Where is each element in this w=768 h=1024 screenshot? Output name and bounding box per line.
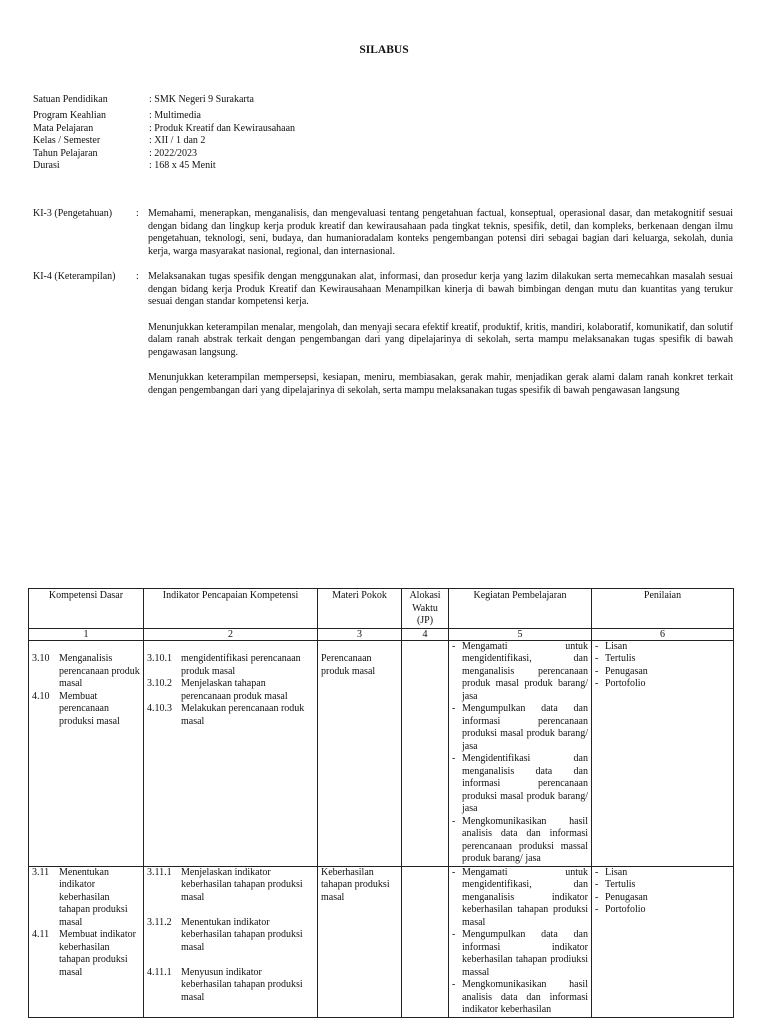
kd-item [32, 867, 140, 930]
list-item: - Tertulis [595, 879, 636, 890]
kegiatan-text: Mengkomunikasikan hasil analisis data dan informasi indikator keberhasilan [462, 979, 588, 1015]
penilaian-cell [592, 640, 734, 866]
indicator-text: Menjelaskan tahapan perencanaan produk masal [181, 678, 288, 702]
penilaian-text: Penugasan [605, 665, 648, 677]
penilaian-text: Portofolio [605, 904, 646, 915]
kd-item [32, 653, 140, 691]
ki3-text: Memahami, menerapkan, menganalisis, dan mengevaluasi tentang pengetahuan factual, konseptual, operasional dasar, dan metakognitif sesuai dengan bidang dan lingkup kerja produk kreatif dan kewirausahaan pada tingkat teknis, spesifik, detil, dan kompleks, berkenaan dengan ilmu pengetahuan, teknologi, seni, budaya, dan humanioradalam konteks pengembangan potensi diri sebagai bagian dari keluarga, sekolah, dunia kerja, warga masyarakat nasional, regional, dan internasional. [148, 208, 733, 257]
kd-number: 4.10 [32, 690, 50, 702]
list-item: - Portofolio [595, 678, 646, 689]
list-item: - Mengamati untuk mengidentifikasi, dan menganalisis perencanaan produk masal produk barang/ jasa [452, 640, 588, 702]
kd-item [32, 929, 140, 979]
penilaian-text: Penugasan [605, 891, 648, 903]
indicator-text: Menyusun indikator keberhasilan tahapan produksi masal [181, 966, 303, 1003]
identity-label: Program Keahlian [33, 110, 107, 121]
kd-text: Membuat perencanaan produksi masal [59, 690, 120, 727]
penilaian-text: Tertulis [605, 879, 636, 890]
indicator-number: 3.10.1 [147, 653, 172, 664]
identity-label: Durasi [33, 160, 60, 171]
penilaian-text: Tertulis [605, 653, 636, 664]
column-number: 5 [449, 628, 592, 640]
identity-value: : SMK Negeri 9 Surakarta [149, 94, 254, 105]
ki4-colon: : [136, 271, 139, 282]
kegiatan-text: Mengamati untuk mengidentifikasi, dan menganalisis indikator keberhasilan tahapan produksi masal [462, 866, 588, 928]
kd-item [32, 691, 140, 729]
identity-label: Kelas / Semester [33, 135, 101, 146]
identity-value: : XII / 1 dan 2 [149, 135, 206, 146]
identity-label: Tahun Pelajaran [33, 147, 98, 159]
column-number: 6 [592, 628, 734, 640]
identity-row [33, 123, 433, 136]
indicator-text: Menentukan indikator keberhasilan tahapan produksi masal [181, 916, 303, 953]
indicator-text: Melakukan perencanaan roduk masal [181, 703, 305, 727]
indicator-text: Menjelaskan indikator keberhasilan tahapan produksi masal [181, 866, 303, 903]
column-number: 1 [29, 628, 144, 640]
materi-text: Perencanaan produk masal [321, 653, 376, 677]
identity-row [33, 148, 433, 161]
identity-label: Satuan Pendidikan [33, 94, 108, 105]
identity-row [33, 160, 433, 173]
header-penilaian: Penilaian [592, 589, 734, 629]
kegiatan-text: Mengamati untuk mengidentifikasi, dan menganalisis perencanaan produk masal produk barang/ jasa [462, 640, 588, 702]
indicator-text: mengidentifikasi perencanaan produk masal [181, 653, 301, 677]
penilaian-text: Lisan [605, 640, 628, 652]
list-item: - Tertulis [595, 653, 636, 664]
kd-number: 4.11 [32, 929, 50, 940]
ki4-section [33, 271, 733, 410]
indicator-number: 3.10.2 [147, 678, 172, 689]
kegiatan-text: Mengumpulkan data dan informasi indikator keberhasilan tahapan prodiuksi massal [462, 929, 588, 978]
table-row [29, 640, 734, 866]
indicator-item [147, 917, 314, 955]
syllabus-table [28, 588, 734, 1018]
column-number: 3 [318, 628, 402, 640]
kd-text: Menganalisis perencanaan produk masal [59, 653, 140, 689]
list-item: - Mengamati untuk mengidentifikasi, dan menganalisis indikator keberhasilan tahapan produksi masal [452, 866, 588, 928]
column-number: 4 [402, 628, 449, 640]
indicator-number: 3.11.1 [147, 866, 172, 878]
identity-block [33, 94, 433, 173]
list-item: - Mengumpulkan data dan informasi perencanaan produksi masal produk barang/ jasa [452, 703, 588, 752]
ki4-paragraph: Menunjukkan keterampilan mempersepsi, kesiapan, meniru, membiasakan, gerak mahir, menjadikan gerak alami dalam ranah konkret terkait dengan pengembangan dari yang dipelajarinya di sekolah, serta mampu melaksanakan tugas spesifik di bawah pengawasan langsung [148, 372, 733, 396]
list-item: - Penugasan [595, 891, 648, 903]
list-item: - Mengkomunikasikan hasil analisis data dan informasi indikator keberhasilan [452, 979, 588, 1015]
identity-value: : 168 x 45 Menit [149, 160, 216, 171]
identity-label: Mata Pelajaran [33, 122, 94, 134]
header-materi-pokok: Materi Pokok [318, 589, 402, 629]
document-title: SILABUS [359, 44, 409, 56]
identity-row [33, 94, 433, 107]
column-number: 2 [144, 628, 318, 640]
kegiatan-cell [449, 640, 592, 866]
list-item: - Penugasan [595, 665, 648, 677]
indicator-cell [144, 866, 318, 1017]
ki3-colon: : [136, 208, 139, 219]
indicator-item [147, 653, 314, 678]
ki4-paragraph: Melaksanakan tugas spesifik dengan menggunakan alat, informasi, dan prosedur kerja yang lazim dilakukan serta memecahkan masalah sesuai dengan bidang kerja Produk Kreatif dan Kewirausahaan Menampilkan kinerja di bawah bimbingan dengan mutu dan kuantitas yang terukur sesuai dengan standar kompetensi kerja. [148, 271, 733, 307]
kd-text: Menentukan indikator keberhasilan tahapan produksi masal [59, 866, 128, 928]
ki3-section [33, 208, 733, 271]
ki4-label: KI-4 (Keterampilan) [33, 271, 116, 282]
identity-value: : 2022/2023 [149, 147, 198, 159]
identity-row [33, 135, 433, 148]
indicator-item [147, 967, 314, 1005]
kegiatan-text: Mengumpulkan data dan informasi perencanaan produksi masal produk barang/ jasa [462, 703, 588, 752]
identity-value: : Multimedia [149, 110, 201, 121]
indicator-number: 4.10.3 [147, 703, 172, 714]
alokasi-cell [402, 866, 449, 1017]
kd-number: 3.11 [32, 866, 50, 878]
kegiatan-text: Mengidentifikasi dan menganalisis data dan informasi perencanaan produksi masal produk barang/ jasa [462, 753, 588, 814]
list-item: - Lisan [595, 640, 628, 652]
penilaian-text: Portofolio [605, 678, 646, 689]
materi-cell [318, 866, 402, 1017]
identity-row [33, 110, 433, 123]
table-header-row [29, 589, 734, 629]
kd-text: Membuat indikator keberhasilan tahapan produksi masal [59, 929, 136, 978]
list-item: - Portofolio [595, 904, 646, 915]
ki3-label: KI-3 (Pengetahuan) [33, 208, 113, 219]
ki4-paragraph: Menunjukkan keterampilan menalar, mengolah, dan menyaji secara efektif kreatif, produktif, kritis, mandiri, kolaboratif, komunikatif, dan solutif dalam ranah abstrak terkait dengan pengembangan dari yang dipelajarinya di sekolah, serta mampu melaksanakan tugas spesifik di bawah pengawasan langsung. [148, 321, 733, 358]
kd-number: 3.10 [32, 653, 50, 664]
indicator-cell [144, 640, 318, 866]
table-number-row [29, 628, 734, 640]
alokasi-cell [402, 640, 449, 866]
identity-value: : Produk Kreatif dan Kewirausahaan [149, 122, 296, 134]
indicator-item [147, 678, 314, 703]
indicator-item [147, 703, 314, 728]
indicator-number: 4.11.1 [147, 966, 172, 978]
header-kompetensi-dasar: Kompetensi Dasar [29, 589, 144, 629]
kegiatan-text: Mengkomunikasikan hasil analisis data dan informasi perencanaan produksi massal produk barang/ jasa [462, 815, 588, 864]
materi-text: Keberhasilan tahapan produksi masal [321, 866, 390, 903]
kegiatan-cell [449, 866, 592, 1017]
header-kegiatan-pembelajaran: Kegiatan Pembelajaran [449, 589, 592, 629]
list-item: - Mengkomunikasikan hasil analisis data dan informasi perencanaan produksi massal produk barang/ jasa [452, 815, 588, 864]
header-indikator: Indikator Pencapaian Kompetensi [144, 589, 318, 629]
list-item: - Mengidentifikasi dan menganalisis data dan informasi perencanaan produksi masal produk barang/ jasa [452, 753, 588, 814]
indicator-number: 3.11.2 [147, 916, 172, 928]
list-item: - Lisan [595, 866, 628, 878]
header-alokasi-waktu: Alokasi Waktu (JP) [402, 589, 449, 629]
penilaian-cell [592, 866, 734, 1017]
kd-cell [29, 866, 144, 1017]
table-row [29, 866, 734, 1017]
materi-cell [318, 640, 402, 866]
kd-cell [29, 640, 144, 866]
list-item: - Mengumpulkan data dan informasi indikator keberhasilan tahapan prodiuksi massal [452, 929, 588, 978]
indicator-item [147, 867, 314, 905]
penilaian-text: Lisan [605, 866, 628, 878]
